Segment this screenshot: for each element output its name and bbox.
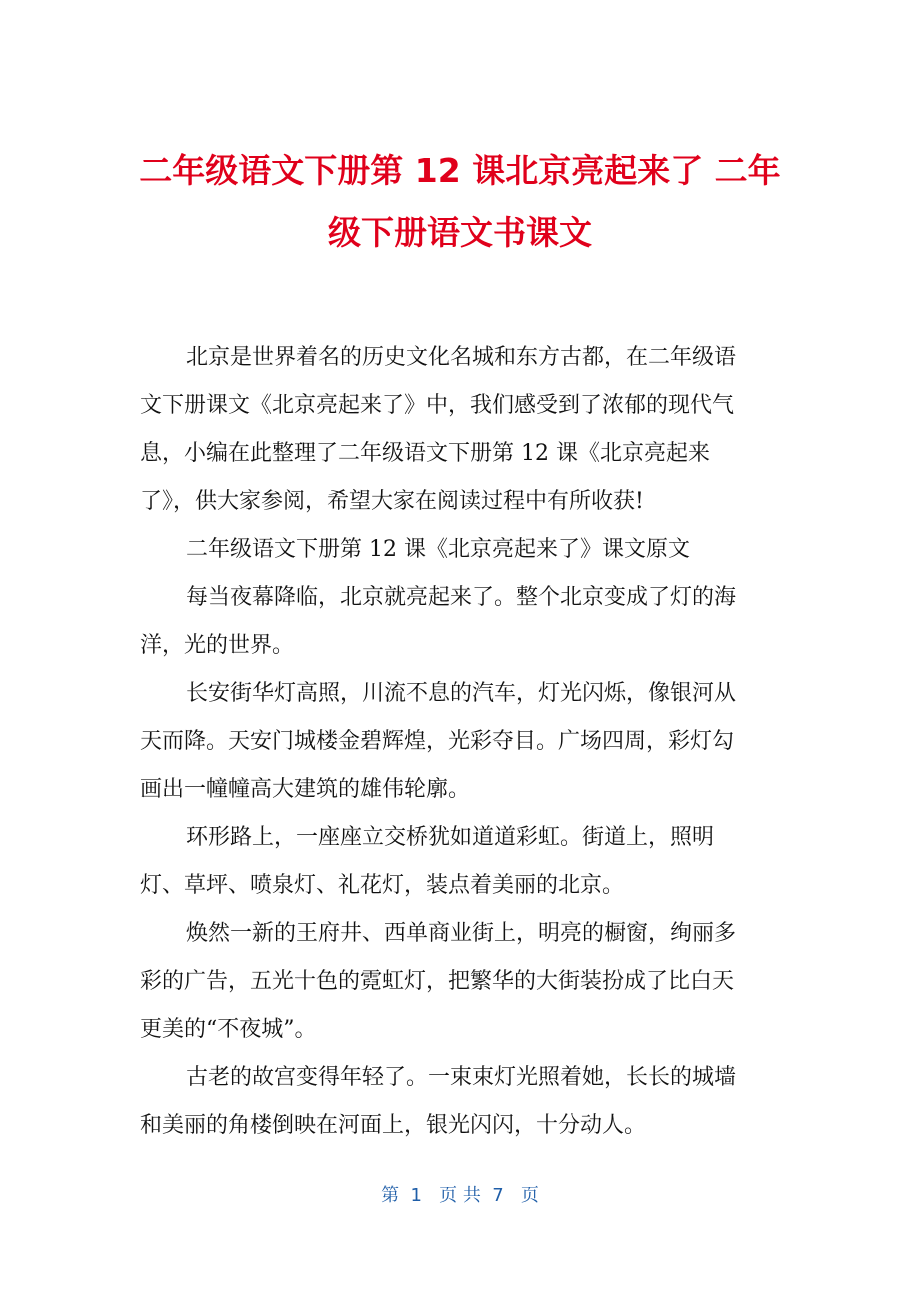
paragraph-line: 二年级语文下册第 12 课《北京亮起来了》课文原文 (186, 537, 690, 562)
paragraph-line: 长安街华灯高照，川流不息的汽车，灯光闪烁，像银河从 (186, 681, 737, 706)
paragraph-line: 和美丽的角楼倒映在河面上，银光闪闪，十分动人。 (140, 1113, 647, 1138)
page-footer: 第 1 页 共 7 页 (381, 1185, 539, 1206)
paragraph-line: 灯、草坪、喷泉灯、礼花灯，装点着美丽的北京。 (140, 873, 625, 898)
paragraph-line: 洋，光的世界。 (140, 633, 295, 658)
title-line: 级下册语文书课文 (328, 213, 592, 252)
title-line: 二年级语文下册第 12 课北京亮起来了 二年 (139, 151, 781, 190)
paragraph-line: 环形路上，一座座立交桥犹如道道彩虹。街道上，照明 (186, 825, 715, 850)
paragraph-line: 北京是世界着名的历史文化名城和东方古都，在二年级语 (186, 345, 737, 370)
paragraph-line: 更美的“不夜城”。 (140, 1017, 317, 1042)
paragraph-line: 画出一幢幢高大建筑的雄伟轮廓。 (140, 777, 471, 802)
paragraph-line: 每当夜幕降临，北京就亮起来了。整个北京变成了灯的海 (186, 585, 737, 610)
paragraph-line: 彩的广告，五光十色的霓虹灯，把繁华的大街装扮成了比白天 (140, 969, 735, 994)
document-body (140, 334, 776, 1150)
paragraph (140, 814, 776, 910)
paragraph-line: 息，小编在此整理了二年级语文下册第 12 课《北京亮起来 (140, 441, 710, 466)
paragraph-line: 天而降。天安门城楼金碧辉煌，光彩夺目。广场四周，彩灯勾 (140, 729, 735, 754)
paragraph (140, 910, 776, 1054)
paragraph-line: 文下册课文《北京亮起来了》中，我们感受到了浓郁的现代气 (140, 393, 735, 418)
paragraph (140, 526, 776, 574)
paragraph-line: 了》，供大家参阅，希望大家在阅读过程中有所收获! (140, 489, 644, 514)
document-title (100, 140, 820, 264)
paragraph (140, 574, 776, 670)
paragraph (140, 334, 776, 526)
paragraph-line: 古老的故宫变得年轻了。一束束灯光照着她，长长的城墙 (186, 1065, 737, 1090)
paragraph (140, 1054, 776, 1150)
paragraph-line: 焕然一新的王府井、西单商业街上，明亮的橱窗，绚丽多 (186, 921, 737, 946)
paragraph (140, 670, 776, 814)
